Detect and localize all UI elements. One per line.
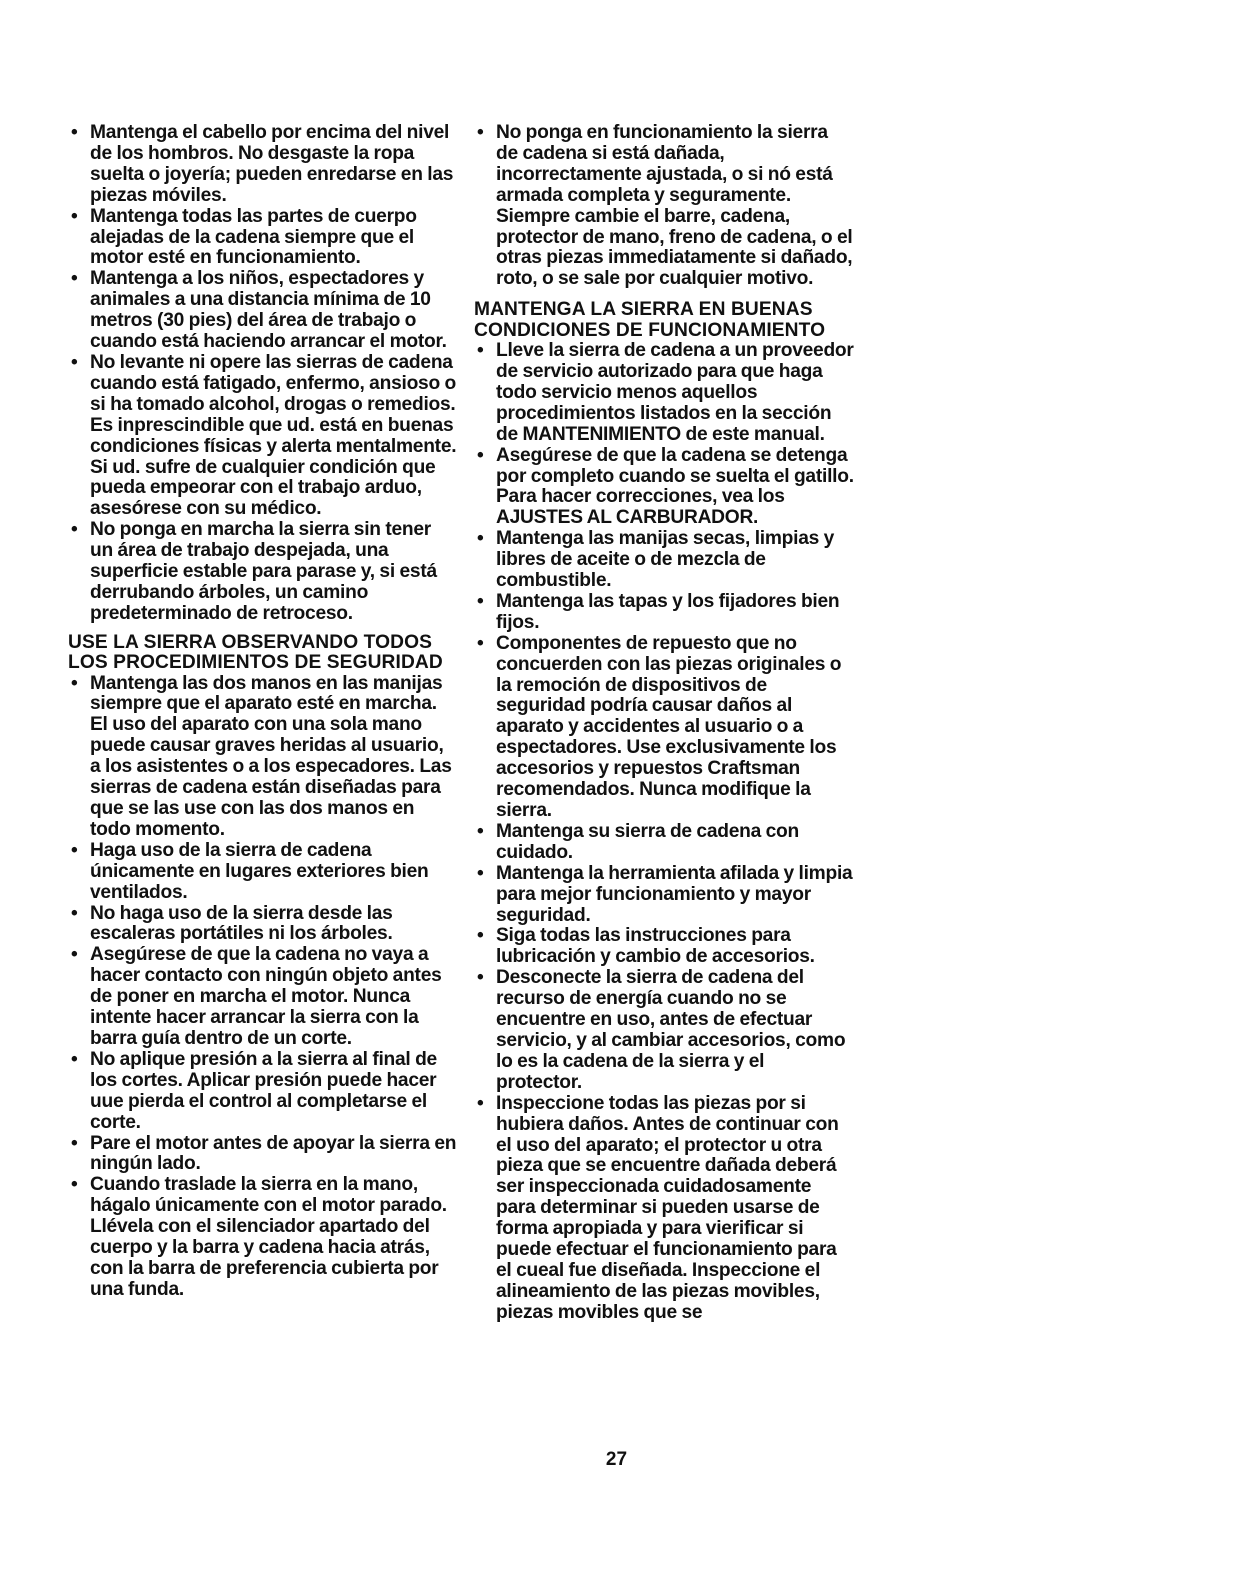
list-item: • No aplique presión a la sierra al final de los cortes. Aplicar presión puede hacer uue pierda el control al completarse el corte. (71, 1048, 437, 1133)
bullet-icon: • (71, 1048, 78, 1070)
bullet-icon: • (71, 672, 78, 694)
section-heading-safety-procedures: USE LA SIERRA OBSERVANDO TODOS LOS PROCEDIMIENTOS DE SEGURIDAD (68, 631, 443, 674)
safety-list-damaged-saw (474, 123, 854, 290)
list-item: • No haga uso de la sierra desde las escaleras portátiles ni los árboles. (71, 902, 393, 945)
bullet-icon: • (477, 820, 484, 842)
list-item: • Siga todas las instrucciones para lubricación y cambio de accesorios. (477, 925, 815, 968)
list-item: • No ponga en funcionamiento la sierra de cadena si está dañada, incorrectamente ajustada, o si nó está armada completa y seguramente. Siempre cambie el barre, cadena, protector de mano, freno de cadena, o el otras piezas immediatamente si dañado, roto, o se sale por cualquier motivo. (477, 122, 853, 290)
list-item: • Mantenga las tapas y los fijadores bien fijos. (477, 590, 840, 633)
bullet-icon: • (477, 632, 484, 654)
bullet-icon: • (477, 862, 484, 884)
list-item: • Desconecte la sierra de cadena del recurso de energía cuando no se encuentre en uso, antes de efectuar servicio, y al cambiar accesorios, como lo es la cadena de la sierra y el protector. (477, 967, 846, 1093)
list-item: • No levante ni opere las sierras de cadena cuando está fatigado, enfermo, ansioso o si ha tomado alcohol, drogas o remedios. Es inprescindible que ud. está en buenas condiciones físicas y alerta mentalmente. Si ud. sufre de cualquier condición que pueda empeorar con el trabajo arduo, asesórese con su médico. (71, 351, 457, 520)
bullet-icon: • (71, 944, 78, 966)
list-item: • Inspeccione todas las piezas por si hubiera daños. Antes de continuar con el uso del aparato; el protector u otra pieza que se encuentre dañada deberá ser inspeccionada cuidadosamente para determinar si pueden usarse de forma apropiada y para vierificar si puede efectuar el funcionamiento para el cueal fue diseñada. Inspeccione el alineamiento de las piezas movibles, piezas movibles que se (477, 1092, 839, 1323)
list-item: • Pare el motor antes de apoyar la sierra en ningún lado. (71, 1132, 457, 1175)
bullet-icon: • (477, 925, 484, 947)
list-item: • Mantenga todas las partes de cuerpo alejadas de la cadena siempre que el motor esté en funcionamiento. (71, 205, 417, 269)
list-item: • Mantenga las manijas secas, limpias y libres de aceite o de mezcla de combustible. (477, 528, 835, 592)
safety-list-operation (68, 674, 458, 1301)
safety-list-hair-body (68, 123, 458, 625)
bullet-icon: • (477, 590, 484, 612)
bullet-icon: • (71, 519, 78, 541)
list-item: • Mantenga la herramienta afilada y limpia para mejor funcionamiento y mayor seguridad. (477, 862, 853, 926)
left-column (68, 123, 458, 1301)
list-item: • Mantenga a los niños, espectadores y animales a una distancia mínima de 10 metros (30 pies) del área de trabajo o cuando está haciendo arrancar el motor. (71, 268, 447, 353)
bullet-icon: • (71, 1132, 78, 1154)
page-number: 27 (605, 1449, 628, 1470)
list-item: • Mantenga las dos manos en las manijas siempre que el aparato esté en marcha. El uso del aparato con una sola mano puede causar graves heridas al usuario, a los asistentes o a los especadores. Las sierras de cadena están diseñadas para que se las use con las dos manos en todo momento. (71, 672, 452, 840)
bullet-icon: • (477, 967, 484, 989)
bullet-icon: • (477, 340, 484, 362)
list-item: • Haga uso de la sierra de cadena únicamente en lugares exteriores bien ventilados. (71, 839, 429, 903)
bullet-icon: • (71, 122, 78, 143)
list-item: • Asegúrese de que la cadena no vaya a hacer contacto con ningún objeto antes de poner en marcha el motor. Nunca intente hacer arrancar la sierra con la barra guía dentro de un corte. (71, 944, 442, 1049)
right-column (474, 123, 854, 1324)
bullet-icon: • (477, 528, 484, 550)
bullet-icon: • (71, 839, 78, 861)
section-heading-maintenance: MANTENGA LA SIERRA EN BUENAS CONDICIONES DE FUNCIONAMIENTO (474, 299, 826, 341)
list-item: • Lleve la sierra de cadena a un proveedor de servicio autorizado para que haga todo servicio menos aquellos procedimientos listados en la sección de MANTENIMIENTO de este manual. (477, 340, 854, 445)
bullet-icon: • (477, 444, 484, 466)
list-item: • Mantenga el cabello por encima del nivel de los hombros. No desgaste la ropa suelta o joyería; pueden enredarse en las piezas móviles. (71, 122, 454, 206)
bullet-icon: • (71, 351, 78, 373)
bullet-icon: • (71, 268, 78, 290)
list-item: • Asegúrese de que la cadena se detenga por completo cuando se suelta el gatillo. Para hacer correcciones, vea los AJUSTES AL CARBURADOR. (477, 444, 854, 529)
list-item: • Mantenga su sierra de cadena con cuidado. (477, 820, 800, 863)
bullet-icon: • (71, 1174, 78, 1196)
bullet-icon: • (71, 205, 78, 227)
list-item: • Cuando traslade la sierra en la mano, hágalo únicamente con el motor parado. Llévela con el silenciador apartado del cuerpo y la barra y cadena hacia atrás, con la barra de preferencia cubierta por una funda. (71, 1174, 447, 1300)
bullet-icon: • (71, 902, 78, 924)
list-item: • No ponga en marcha la sierra sin tener un área de trabajo despejada, una superficie estable para parase y, si está derrubando árboles, un camino predeterminado de retroceso. (71, 519, 437, 624)
list-item: • Componentes de repuesto que no concuerden con las piezas originales o la remoción de dispositivos de seguridad podría causar daños al aparato y accidentes al usuario o a espectadores. Use exclusivamente los accesorios y repuestos Craftsman recomendados. Nunca modifique la sierra. (477, 632, 842, 821)
bullet-icon: • (477, 122, 484, 143)
maintenance-list (474, 341, 854, 1324)
bullet-icon: • (477, 1092, 484, 1114)
